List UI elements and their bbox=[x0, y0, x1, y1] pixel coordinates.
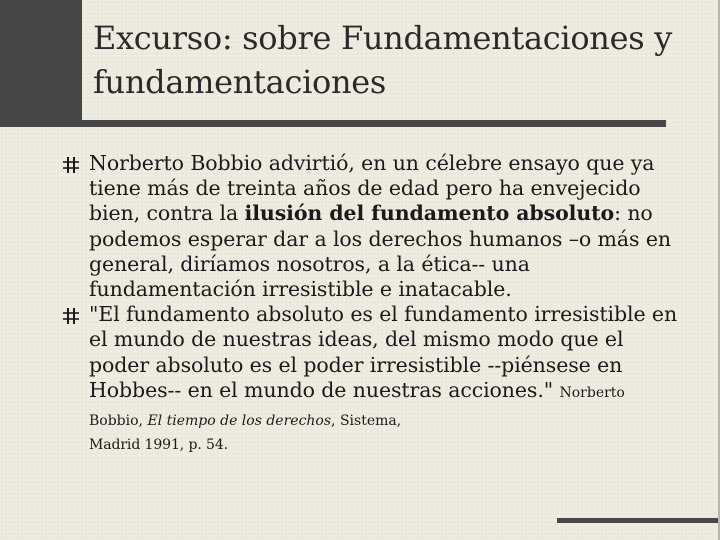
bullet-item bbox=[62, 151, 682, 302]
hash-bullet-icon bbox=[62, 307, 80, 325]
bullet-text-intro: Norberto Bobbio advirtió, en un célebre ensayo que ya tiene más de treinta años de edad pero ha envejecido bien, contra la bbox=[89, 151, 655, 226]
slide-title: Excurso: sobre Fundamentaciones y fundamentaciones bbox=[93, 19, 673, 101]
bullet-text-rest: : no podemos esperar dar a los derechos humanos –o más en general, diríamos nosotros, a la ética-- una fundamentación irresistible e inatacable. bbox=[89, 201, 671, 302]
decorative-side-bar bbox=[0, 0, 82, 125]
citation-publisher: , Sistema, bbox=[331, 413, 402, 430]
hash-bullet-icon bbox=[62, 156, 80, 174]
citation-author: Norberto Bobbio, bbox=[89, 384, 625, 430]
title-divider-rule bbox=[0, 120, 666, 127]
footer-rule bbox=[557, 518, 720, 523]
bullet-item bbox=[62, 302, 682, 454]
quote-text: "El fundamento absoluto es el fundamento irresistible en el mundo de nuestras ideas, del mismo modo que el poder absoluto es el poder irresistible --piénsese en Hobbes-- en el mundo de nuestras acciones." bbox=[89, 302, 678, 402]
bullet-list bbox=[62, 151, 682, 454]
citation-book-title: El tiempo de los derechos bbox=[147, 413, 332, 430]
citation-place-date: Madrid 1991, p. 54. bbox=[89, 437, 228, 454]
bullet-text-emphasis: ilusión del fundamento absoluto bbox=[244, 201, 615, 226]
